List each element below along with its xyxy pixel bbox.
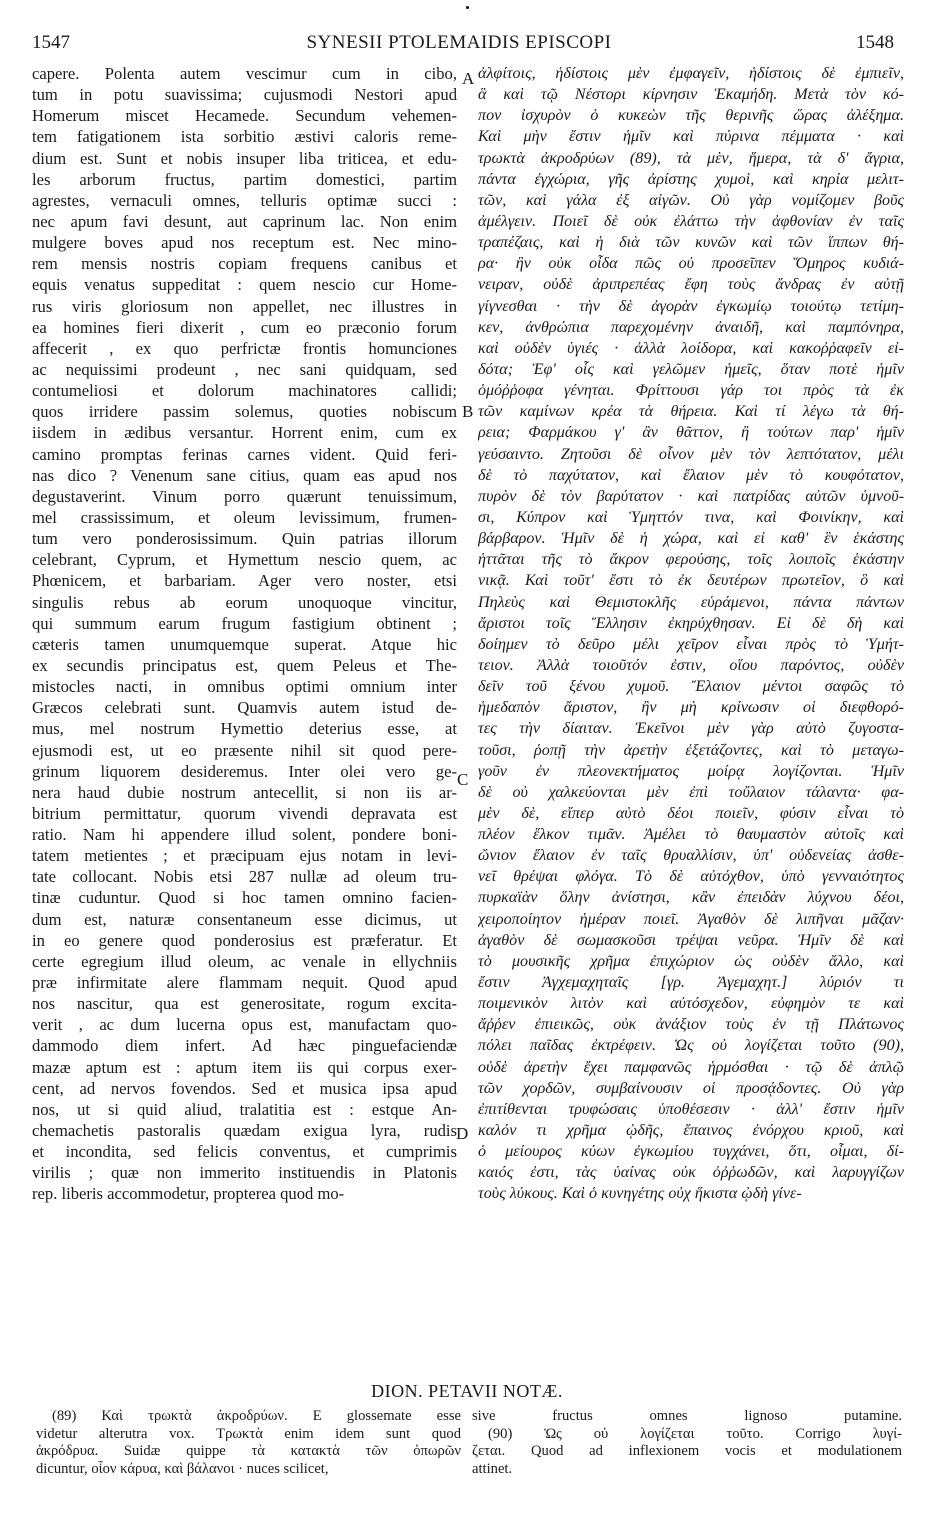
- greek-text-line: οὐδὲ ἀρετὴν ἔχει παμφανῶς ἡρμόσθαι · τῷ δὲ ἀπλῷ: [478, 1058, 904, 1076]
- latin-text-line: chemachetis pastoralis quædam exigua lyra, rudis: [32, 1121, 457, 1141]
- latin-text-line: mazæ aptum est : aptum item iis qui corpus exer-: [32, 1057, 457, 1077]
- greek-text-line: τειον. Ἀλλὰ τοιοῦτόν ἐστιν, οἵου παρόντος, οὐδὲν: [478, 656, 904, 674]
- running-title: SYNESII PTOLEMAIDIS EPISCOPI: [306, 32, 612, 53]
- notes-left-column: [36, 1408, 461, 1478]
- greek-text-line: ρεια; Φαρμάκου γ' ἂν θᾶττον, ἢ τούτων παρ' ἡμῖν: [478, 424, 904, 442]
- latin-text-line: les arborum fructus, partim domestici, partim: [32, 169, 457, 189]
- latin-text-line: ratio. Nam hi appendere illud solent, pondere boni-: [32, 825, 457, 845]
- greek-text-line: νεῖ θρέψαι φλόγα. Τὸ δὲ αὐτόχθον, ὑπὸ γενναιότητος: [478, 868, 904, 886]
- greek-text-line: ἄριστοι τοῖς Ἕλλησιν ἐκηρύχθησαν. Εἰ δὲ δὴ καὶ: [478, 614, 904, 632]
- latin-text-line: grinum liquorem desideremus. Inter olei vero ge-: [32, 761, 457, 781]
- greek-text-line: πάντα ἐγχώρια, γῆς ἀρίστης χυμοὶ, καὶ κηρία μελιτ-: [478, 170, 904, 188]
- latin-text-line: certe egregium illud oleum, ac venale in ellychniis: [32, 951, 457, 971]
- latin-text-line: ejusmodi est, ut eo præsente nihil sit quod pere-: [32, 740, 457, 760]
- latin-text-line: mulgere boves apud nos receptum est. Nec mino-: [32, 233, 457, 253]
- greek-text-line: βάρβαρον. Ἡμῖν δὲ ἡ χώρα, καὶ εἰ καθ' ἓν ἑκάστης: [478, 530, 904, 548]
- section-marker-d: D: [456, 1124, 469, 1143]
- note-line: dicuntur, οἷον κάρυα, καὶ βάλανοι · nuces scilicet,: [36, 1460, 329, 1477]
- greek-text-line: ἔστιν Ἀγχεμαχηταῖς [γρ. Ἀγεμαχητ.] λύριόν τι: [478, 974, 904, 992]
- greek-text-line: πυρκαϊὰν ὅλην ἀνίστησι, κἂν ἐπειδὰν λύχνου δέοι,: [478, 889, 904, 907]
- greek-text-line: ὤνιον ἔλαιον ἐν ταῖς θρυαλλίσιν, ὑπ' οὐδενείας ἀσθε-: [478, 847, 904, 865]
- greek-text-line: τὸ μουσικῆς χρῆμα ἐπιχώριον ὡς οὐδὲν ἄλλο, καὶ: [478, 952, 904, 970]
- greek-text-line: ἀμέλγειν. Ποιεῖ δὲ οὐκ ἐλάττω τὴν ἀφθονίαν ἐν ταῖς: [478, 212, 904, 230]
- latin-text-line: dammodo diem infert. Ad hæc pinguefaciendæ: [32, 1036, 457, 1056]
- greek-text-line: δεῖν τοῦ ξένου χυμοῦ. Ἔλαιον μέντοι σαφῶς τὸ: [478, 678, 904, 696]
- greek-text-line: ἄῤῥεν ἐπιεικῶς, οὐκ ἀνάξιον τοὺς ἐν τῇ Πλάτωνος: [478, 1016, 904, 1034]
- latin-text-line: rus viris gloriosum non appellet, nec illustres in: [32, 296, 457, 316]
- greek-text-line: δὲ οὐ χαλκεύονται μὲν ἐπὶ τοὔλαιον τάλαντα· φα-: [478, 783, 904, 801]
- latin-text-line: cæteris tamen unumquemque superat. Atque hic: [32, 634, 457, 654]
- greek-text-line: γεύσαιντο. Ζητοῦσι δὲ οἶνον μὲν τὸν λεπτότατον, μέλι: [478, 445, 904, 463]
- latin-text-line: tinæ cuduntur. Quod si hoc tamen omnino facien-: [32, 888, 457, 908]
- greek-text-line: πυρὸν δὲ τὸν βαρύτατον · καὶ πατρίδας αὐτῶν ὑμνοῦ-: [478, 487, 904, 505]
- latin-text-line: qui summum earum frugum fastigium obtinent ;: [32, 613, 457, 633]
- running-header: [24, 32, 894, 56]
- greek-text-line: τραπέζαις, καὶ ἡ διὰ τῶν κυνῶν καὶ τῶν ἵππων θή-: [478, 234, 904, 252]
- latin-text-line: quos irridere passim solemus, quoties nobiscum: [32, 402, 457, 422]
- latin-text-line: rem mensis nostris copiam frequens canibus et: [32, 254, 457, 274]
- greek-text-line: κεν, ἀνθρώπια παρεχομένην ἀναιδῆ, καὶ παμπόνηρα,: [478, 318, 904, 336]
- latin-text-line: dum est, naturæ consentaneum esse dicimus, ut: [32, 909, 457, 929]
- greek-text-line: νικᾷ. Καὶ τοῦτ' ἔστι τὸ ἐκ δευτέρων πρωτεῖον, ὃ καὶ: [478, 572, 904, 590]
- greek-text-line: ποιμενικὸν λιτὸν καὶ αὐτόσχεδον, εὐφημὸν τε καὶ: [478, 995, 904, 1013]
- greek-text-line: ἡττᾶται τῆς τὸ ἄκρον φερούσης, τοῖς λοιποῖς ἑκάστην: [478, 551, 904, 569]
- greek-text-line: νειραν, οὐδὲ ἀριπρεπέας ἔφη τοὺς ἄνδρας ἐν αὐτῇ: [478, 276, 904, 294]
- section-marker-c: C: [457, 770, 469, 789]
- notes-title: DION. PETAVII NOTÆ.: [371, 1381, 563, 1401]
- note-line: sive fructus omnes lignoso putamine.: [472, 1408, 902, 1424]
- latin-column: [32, 63, 457, 1368]
- latin-text-line: affecerit , ex quo perfrictæ frontis homunciones: [32, 338, 457, 358]
- latin-text-line: ac nequissimi prodeunt , nec sani quidquam, sed: [32, 359, 457, 379]
- latin-text-line: celebrant, Cyprum, et Hymettum nescio quem, ac: [32, 550, 457, 570]
- note-line: ζεται. Quod ad inflexionem vocis et modulationem: [472, 1443, 902, 1459]
- latin-text-line: tum vero ponderosissimum. Quin patrias illorum: [32, 529, 457, 549]
- latin-text-line: contumeliosi et dolorum machinatores callidi;: [32, 381, 457, 401]
- latin-text-line: nas dico ? Venenum sane citius, quam eas apud nos: [32, 465, 457, 485]
- greek-text-line: τῶν, καὶ γάλα ἐξ αἰγῶν. Οὐ γὰρ νομίζομεν βοῦς: [478, 191, 904, 209]
- latin-text-line: verit , ac dum lucerna opus est, manufactam quo-: [32, 1015, 457, 1035]
- latin-text-line: nec apum favi desunt, aut caprinum lac. Non enim: [32, 211, 457, 231]
- latin-text-line: Græcos celebrati sunt. Quamvis autem istud de-: [32, 698, 457, 718]
- latin-text-line: nera haud dubie nostrum antecellit, si non iis ar-: [32, 782, 457, 802]
- latin-text-line: camino promptas ferinas carnes vident. Quid feri-: [32, 444, 457, 464]
- greek-text-line: γίγνεσθαι · τὴν δὲ ἀγορὰν ἐγκωμίῳ τοιούτῳ τετίμη-: [478, 297, 904, 315]
- latin-text-line: capere. Polenta autem vescimur cum in cibo,: [32, 64, 457, 83]
- latin-text-line: mus, mel nostrum Hymettio deterius esse, at: [32, 719, 457, 739]
- note-line: (90) Ὡς οὐ λογίζεται τοῦτο. Corrigo λυγί-: [488, 1425, 902, 1442]
- greek-text-line: πλέον ἕλκον τιμᾶν. Ἀμέλει τὸ θαυμαστὸν αὐτοῖς καὶ: [478, 826, 904, 844]
- note-line: ἀκρόδρυα. Suidæ quippe τὰ κατακτὰ τῶν ὀπωρῶν: [36, 1443, 461, 1459]
- greek-text-line: γοῦν ἐν πλεονεκτήματος μοίρᾳ λογίζονται. Ἡμῖν: [478, 762, 904, 780]
- greek-text-line: καὶ οὐδὲν ὑγιές · ἀλλὰ λοίδορα, καὶ κακοῤῥαφεῖν εἰ-: [478, 339, 904, 357]
- latin-text-line: tum in potu suavissima; cujusmodi Nestori apud: [32, 85, 457, 105]
- print-speck: [466, 6, 469, 9]
- greek-text-line: μὲν δὲ, εἴπερ αὐτὸ δέοι ποιεῖν, φύσιν εἶναι τὸ: [478, 804, 904, 822]
- greek-text-line: χειροποίητον ἡμέραν ποιεῖ. Ἀγαθὸν δὲ λιπῆναι μᾶζαν·: [478, 910, 904, 928]
- greek-text-line: ἀγαθὸν δὲ σωμασκοῦσι τρέψαι νεῦρα. Ἡμῖν δὲ καὶ: [478, 931, 904, 949]
- greek-text-line: ρα· ἣν οὐκ οἶδα πῶς οὐ προσεῖπεν Ὅμηρος κυδιά-: [478, 255, 904, 273]
- latin-text-line: Phœnicem, et barbariam. Ager vero noster, etsi: [32, 571, 457, 591]
- latin-text-line: mel crassissimum, et oleum levissimum, frumen-: [32, 507, 457, 527]
- latin-text-line: nos nascitur, qua est generositate, rogum excita-: [32, 994, 457, 1014]
- latin-text-line: rep. liberis accommodetur, propterea quod mo-: [32, 1184, 345, 1204]
- latin-text-line: et incondita, sed felicis conventus, et cumprimis: [32, 1142, 457, 1162]
- latin-text-line: agrestes, vernaculi omnes, telluris optimæ succi :: [32, 190, 457, 210]
- greek-column: [478, 63, 904, 1368]
- latin-text-line: degustaverint. Vinum porro quærunt tenuissimum,: [32, 486, 457, 506]
- latin-text-line: bitrium permittatur, quorum vivendi depravata est: [32, 803, 457, 823]
- section-marker-a: A: [462, 69, 475, 88]
- right-page-number: 1548: [856, 32, 894, 53]
- greek-text-line: καλόν τι χρῆμα ᾠδῆς, ἔπαινος ἐνόρχου κριοῦ, καὶ: [478, 1122, 904, 1140]
- greek-text-line: πόλει παῖδας ἐκτρέφειν. Ὡς οὐ λογίζεται τοῦτο (90),: [478, 1037, 904, 1055]
- note-line: videtur alterutra vox. Τρωκτὰ enim idem sunt quod: [36, 1425, 461, 1442]
- greek-text-line: δότα; Ἐφ' οἷς καὶ γελῶμεν ἡμεῖς, ὅταν ποτὲ ἡμῖν: [478, 360, 904, 378]
- latin-text-line: cent, ad nervos fovendos. Sed et musica ipsa apud: [32, 1078, 457, 1098]
- latin-text-line: ex secundis principatus est, quem Peleus et The-: [32, 655, 457, 675]
- greek-text-line: Πηλεὺς καὶ Θεμιστοκλῆς εὑράμενοι, πάντα πάντων: [478, 593, 904, 611]
- greek-text-line: τοὺς λύκους. Καὶ ὁ κυνηγέτης οὐχ ἥκιστα ᾠδὴ γίνε-: [478, 1185, 802, 1203]
- greek-text-line: ὁμόῤῥοφα γένηται. Φρίττουσι γάρ τοι πρὸς τὰ ἐκ: [478, 382, 904, 400]
- latin-text-line: iisdem in ædibus versantur. Horrent enim, cum ex: [32, 423, 457, 443]
- latin-text-line: nos, ut si quid aliud, tralatitia est : estque An-: [32, 1099, 457, 1119]
- greek-text-line: ἀλφίτοις, ἡδίστοις μὲν ἐμφαγεῖν, ἡδίστοις δὲ ἐμπιεῖν,: [478, 65, 904, 82]
- left-page-number: 1547: [32, 32, 70, 53]
- greek-text-line: τῶν καμίνων κρέα τὰ θήρεια. Καὶ τί λέγω τὰ θή-: [478, 403, 904, 421]
- greek-text-line: Καὶ μὴν ἔστιν ἡμῖν καὶ πύρινα πέμματα · καὶ: [478, 128, 904, 146]
- latin-text-line: ea homines fieri dixerit , cum eo præconio forum: [32, 317, 457, 337]
- latin-text-line: tate collocant. Nobis etsi 287 nullæ ad oleum tru-: [32, 867, 457, 887]
- greek-text-line: πον ἰσχυρὸν ὁ κυκεὼν τῆς θερινῆς ὥρας ἀλέξημα.: [478, 107, 904, 125]
- greek-text-line: ἐπιτίθενται τρυφώσαις ὑποθέσεσιν · ἀλλ' ἔστιν ἡμῖν: [478, 1100, 904, 1118]
- greek-text-line: τρωκτὰ ἀκροδρύων (89), τὰ μὲν, ἥμερα, τὰ δ' ἄγρια,: [478, 149, 904, 167]
- note-line: (89) Καὶ τρωκτὰ ἀκροδρύων. E glossemate esse: [52, 1408, 461, 1424]
- greek-text-line: ὁ μείουρος κύων ἐγκωμίου τυγχάνει, ὅτι, οἶμαι, δί-: [478, 1143, 904, 1161]
- note-line: attinet.: [472, 1460, 513, 1477]
- notes-right-column: [472, 1408, 902, 1478]
- latin-text-line: tem fatigationem ista sorbitio æstivi caloris reme-: [32, 127, 457, 147]
- greek-text-line: ἡμεδαπὸν ἄριστον, ἢν μὴ κρίνωσιν οἱ διεφθορό-: [478, 699, 904, 717]
- latin-text-line: singulis rebus ab eorum unoquoque vincitur,: [32, 592, 457, 612]
- latin-text-line: mistocles nacti, in omnibus optimi omnium inter: [32, 677, 457, 697]
- section-marker-b: B: [462, 402, 474, 421]
- greek-text-line: δὲ τὸ παχύτατον, καὶ ἔλαιον μὲν τὸ κουφότατον,: [478, 466, 904, 484]
- greek-text-line: τοῦσι, ῥοπῇ τὴν ἀρετὴν ἐξετάζοντες, καὶ τὸ μεταγω-: [478, 741, 904, 759]
- latin-text-line: equis venatus suppeditat : quem nescio cur Home-: [32, 275, 457, 295]
- greek-text-line: σι, Κύπρον καὶ Ὑμηττόν τινα, καὶ Φοινίκην, καὶ: [478, 508, 904, 526]
- latin-text-line: virilis ; quæ non immerito instituendis in Platonis: [32, 1163, 457, 1183]
- latin-text-line: Homerum miscet Hecamede. Secundum vehemen-: [32, 106, 457, 126]
- latin-text-line: præ infirmitate alere flammam nequit. Quod apud: [32, 973, 457, 993]
- latin-text-line: tatem metientes ; et præcipuam ejus notam in levi-: [32, 846, 457, 866]
- latin-text-line: in eo genere quod ponderosius est præferatur. Et: [32, 930, 457, 950]
- greek-text-line: τες τὴν δίαιταν. Ἐκεῖνοι μὲν γὰρ αὐτὸ ζυγοστα-: [478, 720, 904, 738]
- greek-text-line: δοίημεν τὸ δεῦρο μέλι χεῖρον εἶναι πρὸς τὸ Ὑμήτ-: [478, 635, 904, 653]
- greek-text-line: ἃ καὶ τῷ Νέστορι κίρνησιν Ἑκαμήδη. Μετὰ τὸν κό-: [478, 86, 904, 104]
- greek-text-line: καιός ἐστι, τὰς ὑαίνας οὐκ ὀῤῥωδῶν, καὶ λαρυγγίζων: [478, 1164, 904, 1182]
- greek-text-line: τῶν χορδῶν, συμβαίνουσιν οἱ προσᾴδοντες. Οὐ γὰρ: [478, 1079, 904, 1097]
- latin-text-line: dium est. Sunt et nobis insuper liba triticea, et edu-: [32, 148, 457, 168]
